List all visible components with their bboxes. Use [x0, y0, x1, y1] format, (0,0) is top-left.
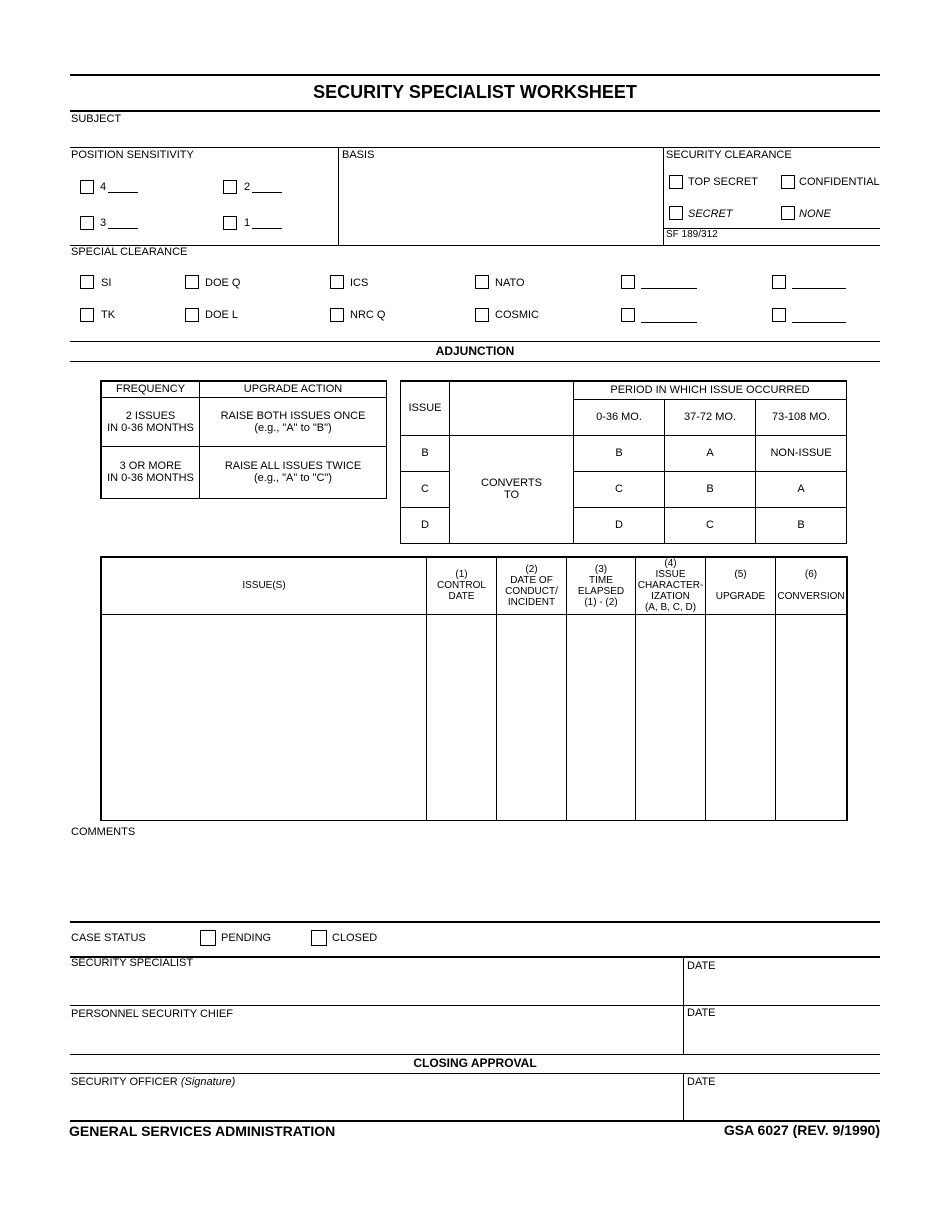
doe-l-checkbox[interactable] — [185, 308, 199, 322]
other-3-checkbox[interactable] — [621, 308, 635, 322]
pending-checkbox[interactable] — [200, 930, 216, 946]
time-elapsed-header — [567, 557, 636, 614]
col-num: (5) — [734, 569, 747, 581]
conversion-cell: C — [574, 471, 665, 507]
issue-cell: D — [401, 507, 450, 543]
secret-checkbox[interactable] — [669, 206, 683, 220]
comments-field[interactable] — [70, 840, 880, 918]
adjunction-rule-top — [70, 341, 880, 342]
other-4-checkbox[interactable] — [772, 308, 786, 322]
issue-cell: C — [401, 471, 450, 507]
basis-field[interactable] — [342, 163, 660, 243]
sensitivity-3-checkbox[interactable] — [80, 216, 94, 230]
case-status-label: CASE STATUS — [71, 932, 146, 944]
top-secret-checkbox[interactable] — [669, 175, 683, 189]
frequency-header: FREQUENCY — [101, 381, 200, 397]
conduct-date-header — [497, 557, 567, 614]
conversion-cell: C — [665, 507, 756, 543]
action-line-1: RAISE ALL ISSUES TWICE — [224, 460, 362, 472]
conversion-cell: A — [665, 435, 756, 471]
cosmic-checkbox[interactable] — [475, 308, 489, 322]
sf-label: SF 189/312 — [666, 229, 718, 240]
nrc-q-checkbox[interactable] — [330, 308, 344, 322]
nrc-q-label: NRC Q — [350, 309, 386, 321]
date-label: DATE — [687, 960, 716, 972]
sensitivity-1-checkbox[interactable] — [223, 216, 237, 230]
security-officer-text: SECURITY OFFICER — [71, 1076, 178, 1088]
other-3-blank[interactable] — [641, 322, 697, 323]
to-label: TO — [503, 489, 520, 501]
adjunction-heading: ADJUNCTION — [435, 344, 515, 358]
ics-label: ICS — [350, 277, 369, 289]
conversion-cell: NON-ISSUE — [756, 435, 847, 471]
col-line: UPGRADE — [715, 591, 766, 603]
title-rule — [70, 110, 880, 112]
upgrade-action-header: UPGRADE ACTION — [200, 381, 387, 397]
issues-table — [100, 556, 848, 821]
col-line: ISSUE — [655, 569, 686, 581]
sensitivity-4-label: 4 — [100, 181, 107, 193]
control-date-header — [427, 557, 497, 614]
conversion-cell: D — [574, 507, 665, 543]
issue-header: ISSUE — [401, 381, 450, 435]
secret-label: SECRET — [688, 208, 733, 220]
si-checkbox[interactable] — [80, 275, 94, 289]
other-2-blank[interactable] — [792, 288, 846, 289]
frequency-table — [100, 380, 387, 499]
ics-checkbox[interactable] — [330, 275, 344, 289]
none-checkbox[interactable] — [781, 206, 795, 220]
col-line: CONDUCT/ — [505, 585, 558, 597]
blank-header — [450, 381, 574, 435]
other-1-blank[interactable] — [641, 288, 697, 289]
none-label: NONE — [799, 208, 831, 220]
closing-approval-rule — [70, 1073, 880, 1074]
divider — [338, 147, 339, 245]
sensitivity-2-blank[interactable] — [252, 192, 282, 193]
upgrade-header — [706, 557, 776, 614]
sensitivity-1-label: 1 — [244, 217, 251, 229]
security-clearance-label: SECURITY CLEARANCE — [666, 149, 792, 161]
officer-date-field[interactable] — [686, 1090, 878, 1118]
confidential-checkbox[interactable] — [781, 175, 795, 189]
freq-line-2: IN 0-36 MONTHS — [107, 421, 194, 434]
col-line: (1) - (2) — [584, 596, 618, 608]
col-line: (A, B, C, D) — [644, 602, 697, 614]
action-line-2: (e.g., "A" to "C") — [254, 472, 332, 484]
closing-approval-heading: CLOSING APPROVAL — [413, 1056, 537, 1070]
specialist-date-field[interactable] — [686, 973, 878, 1003]
sensitivity-3-blank[interactable] — [108, 228, 138, 229]
security-officer-label — [71, 1076, 235, 1088]
chief-date-field[interactable] — [686, 1021, 878, 1051]
doe-q-label: DOE Q — [205, 277, 241, 289]
freq-line-2: IN 0-36 MONTHS — [107, 472, 194, 484]
conversion-cell: B — [665, 471, 756, 507]
col-line: CONTROL — [437, 580, 486, 592]
nato-checkbox[interactable] — [475, 275, 489, 289]
subject-field[interactable] — [70, 126, 880, 146]
si-label: SI — [101, 277, 112, 289]
cosmic-label: COSMIC — [495, 309, 539, 321]
sensitivity-1-blank[interactable] — [252, 228, 282, 229]
action-line-1: RAISE BOTH ISSUES ONCE — [220, 409, 366, 422]
personnel-chief-label: PERSONNEL SECURITY CHIEF — [71, 1008, 233, 1020]
action-line-2: (e.g., "A" to "B") — [254, 421, 332, 434]
sensitivity-2-checkbox[interactable] — [223, 180, 237, 194]
specialist-rule — [70, 1005, 880, 1006]
date-divider — [683, 1073, 684, 1121]
pending-label: PENDING — [221, 932, 272, 944]
security-specialist-label: SECURITY SPECIALIST — [71, 957, 194, 969]
freq-line-1: 3 OR MORE — [119, 460, 182, 472]
conversion-cell: A — [756, 471, 847, 507]
comments-rule — [70, 921, 880, 923]
personnel-chief-field[interactable] — [70, 1021, 680, 1051]
col-num: (1) — [455, 569, 468, 581]
tk-checkbox[interactable] — [80, 308, 94, 322]
conversion-entry-cell[interactable] — [776, 614, 848, 820]
divider — [663, 147, 664, 245]
tk-label: TK — [101, 309, 116, 321]
special-clearance-label: SPECIAL CLEARANCE — [71, 246, 188, 258]
sensitivity-4-checkbox[interactable] — [80, 180, 94, 194]
top-secret-label: TOP SECRET — [688, 176, 758, 188]
col-line: IZATION — [651, 591, 690, 603]
period-73-108-header: 73-108 MO. — [756, 399, 847, 435]
col-line: INCIDENT — [507, 596, 556, 608]
col-line: DATE — [448, 591, 475, 603]
date-label: DATE — [687, 1007, 716, 1019]
form-title: SECURITY SPECIALIST WORKSHEET — [313, 82, 637, 102]
signature-hint: (Signature) — [180, 1076, 236, 1088]
frequency-cell — [101, 397, 200, 446]
col-line: CHARACTER- — [637, 580, 704, 592]
nato-label: NATO — [495, 277, 525, 289]
conversion-cell: B — [756, 507, 847, 543]
sensitivity-2-label: 2 — [244, 181, 251, 193]
frequency-cell — [101, 446, 200, 498]
doe-l-label: DOE L — [205, 309, 239, 321]
doe-q-checkbox[interactable] — [185, 275, 199, 289]
col-num: (6) — [804, 569, 818, 581]
other-4-blank[interactable] — [792, 322, 846, 323]
characterization-entry-cell[interactable] — [636, 614, 706, 820]
subject-rule — [70, 147, 880, 148]
basis-label: BASIS — [342, 149, 375, 161]
control-date-entry-cell[interactable] — [427, 614, 497, 820]
date-label: DATE — [687, 1076, 716, 1088]
conversion-header — [776, 557, 848, 614]
time-elapsed-entry-cell[interactable] — [567, 614, 636, 820]
footer-agency: GENERAL SERVICES ADMINISTRATION — [69, 1123, 336, 1139]
converts-label: CONVERTS — [481, 477, 542, 489]
top-rule — [70, 74, 880, 76]
period-header: PERIOD IN WHICH ISSUE OCCURRED — [574, 381, 847, 399]
freq-line-1: 2 ISSUES — [125, 409, 176, 422]
period-37-72-header: 37-72 MO. — [665, 399, 756, 435]
upgrade-action-cell — [200, 397, 387, 446]
adjunction-rule-bottom — [70, 361, 880, 362]
col-num: (3) — [594, 563, 608, 575]
period-table — [400, 380, 847, 544]
footer-form-id: GSA 6027 (REV. 9/1990) — [723, 1122, 880, 1138]
issue-cell: B — [401, 435, 450, 471]
col-line: ELAPSED — [577, 585, 625, 597]
col-line: TIME — [589, 574, 613, 586]
clearance-rule — [70, 245, 880, 246]
security-officer-signature-field[interactable] — [70, 1090, 680, 1118]
converts-to-cell — [450, 435, 574, 543]
sensitivity-3-label: 3 — [100, 217, 107, 229]
conversion-cell: B — [574, 435, 665, 471]
closed-label: CLOSED — [332, 932, 378, 944]
issues-header: ISSUE(S) — [101, 557, 427, 614]
col-num: (2) — [525, 563, 538, 575]
sensitivity-4-blank[interactable] — [108, 192, 138, 193]
upgrade-entry-cell[interactable] — [706, 614, 776, 820]
issues-entry-cell[interactable] — [101, 614, 427, 820]
comments-label: COMMENTS — [71, 826, 136, 838]
col-line: DATE OF — [510, 574, 553, 586]
col-num: (4) — [664, 558, 677, 570]
subject-label: SUBJECT — [71, 113, 122, 125]
upgrade-action-cell — [200, 446, 387, 498]
period-0-36-header: 0-36 MO. — [574, 399, 665, 435]
other-1-checkbox[interactable] — [621, 275, 635, 289]
other-2-checkbox[interactable] — [772, 275, 786, 289]
chief-rule — [70, 1054, 880, 1055]
characterization-header — [636, 557, 706, 614]
position-sensitivity-label: POSITION SENSITIVITY — [71, 149, 194, 161]
security-specialist-field[interactable] — [70, 970, 680, 1002]
conduct-date-entry-cell[interactable] — [497, 614, 567, 820]
closed-checkbox[interactable] — [311, 930, 327, 946]
col-line: CONVERSION — [777, 591, 845, 603]
confidential-label: CONFIDENTIAL — [799, 176, 880, 188]
